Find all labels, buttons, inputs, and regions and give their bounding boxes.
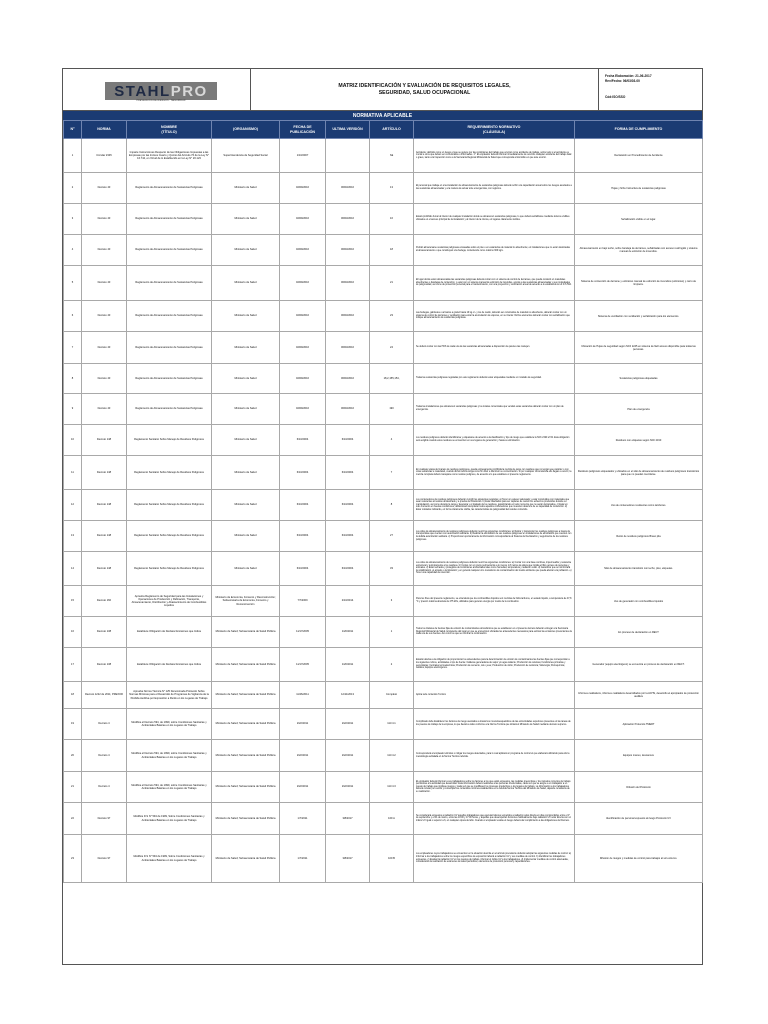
cell-n: 3 (64, 204, 82, 235)
cell-forma: Informes cualitativos, informes cualitativos desarrollados por la ACHS, desarrollo el apropiados de protección auditiva (575, 682, 703, 709)
cell-norma: Decreto 148 (82, 552, 127, 586)
cell-articulo: 113.4.1 (370, 709, 414, 740)
cell-n: 8 (64, 364, 82, 394)
logo-tagline: PREVENCIÓN DE RIESGOS · SEGURIDAD (136, 100, 186, 102)
col-header-norma: NORMA (82, 121, 127, 139)
cell-fecha: 11/26/2011 (280, 682, 326, 709)
cell-version: 06/03/2016 (326, 332, 370, 364)
cell-version: 06/03/2016 (326, 394, 370, 425)
cell-nombre: Reglamento Sanitario Sobre Manejo de Residuos Peligrosos (127, 490, 212, 521)
cell-norma: Decreto 148 (82, 490, 127, 521)
cell-organismo: Ministerio de Salud; Subsecretaría de Salud Pública (212, 709, 280, 740)
cell-nombre: Reglamento Sanitario Sobre Manejo de Residuos Peligrosos (127, 552, 212, 586)
cell-n: 15 (64, 586, 82, 617)
cell-version: 6/10/2004 (326, 490, 370, 521)
cell-requisito: Estarán afectas a la obligación de proporcionar los antecedentes para la determinación de emisión de contaminantes las fuentes fijas que correspondan a los siguientes rubros, actividades o tipo de fuente: Calderas generadoras de vapor y/o agua caliente; Producción de celulosa; Fundiciones primarias y secundarias; Centrales termoeléctricas; Producción de cemento, cal o yeso; Producción de vidrio; Producción de cerámica; Siderurgia; Petroquímica; Asfaltos; Equipos electrógenos. (414, 648, 575, 682)
cell-n: 1 (64, 139, 82, 173)
cell-version: 6/10/2004 (326, 521, 370, 552)
cell-organismo: Ministerio de Salud (212, 490, 280, 521)
cell-forma: Identificación de personal expuesto al riesgo Protocolo UV (575, 803, 703, 835)
cell-n: 19 (64, 709, 82, 740)
cell-version: 06/03/2016 (326, 301, 370, 332)
cell-organismo: Superintendencia de Seguridad Social (212, 139, 280, 173)
cell-version: 06/03/2016 (326, 235, 370, 266)
cell-forma: Uso de generador con combustibles líquidos (575, 586, 703, 617)
cell-norma: Decreto 43 (82, 301, 127, 332)
meta-cod: Cód:ISO/SSO (605, 95, 626, 99)
cell-forma: Retiro de residuos peligrosos Bravo pila (575, 521, 703, 552)
cell-fecha: 02/09/2016 (280, 173, 326, 204)
cell-nombre: Modifica D.S N° 594 de 1999, Sobre Condiciones Sanitarias y Ambientales Básicas en los Lugares de Trabajo (127, 803, 212, 835)
cell-requisito: Para los fines del presente reglamento, se entenderá que los combustibles líquidos son mezclas de hidrocarburos, en estado líquido, a temperatura de 37,8 °C y presión máxima absoluta de 275 kPa, utilizados para generar energía por medio de la combustión. (414, 586, 575, 617)
cell-n: 17 (64, 648, 82, 682)
cell-norma: Circular 2345 (82, 139, 127, 173)
cell-organismo: Ministerio de Salud (212, 235, 280, 266)
logo-box (63, 69, 251, 111)
col-header-organismo: (ORGANISMO) (212, 121, 280, 139)
cell-articulo: Nä (370, 139, 414, 173)
cell-fecha: 02/09/2016 (280, 364, 326, 394)
section-title: NORMATIVA APLICABLE (352, 112, 413, 119)
cell-forma: Sistema de contención de derrame y extintores manual de extinción de incendios (extintores) y carro de limpieza. (575, 266, 703, 301)
cell-fecha: 6/10/2004 (280, 425, 326, 456)
cell-norma: Decreto 97 (82, 835, 127, 883)
cell-forma: Residuos con etiquetas según NCh 2190 (575, 425, 703, 456)
cell-version: 2/10/2014 (326, 586, 370, 617)
cell-fecha: 1/7/2011 (280, 835, 326, 883)
table-body (64, 139, 703, 883)
cell-n: 6 (64, 301, 82, 332)
cell-nombre: Modifica el Decreto 594, de 1999, sobre Condiciones Sanitarias y Ambientales Básicas en los Lugares de Trabajo (127, 772, 212, 803)
logo-text: STAHLPRO (114, 82, 208, 100)
cell-articulo: 8 (370, 490, 414, 521)
cell-fecha: 02/09/2016 (280, 301, 326, 332)
cell-articulo: 16 (370, 204, 414, 235)
title-line-2: SEGURIDAD, SALUD OCUPACIONAL (378, 90, 471, 96)
cell-norma: Decreto 148 (82, 456, 127, 490)
cell-norma: Decreto 43 (82, 332, 127, 364)
cell-version: 3/8/2017 (326, 803, 370, 835)
cell-organismo: Ministerio de Salud (212, 521, 280, 552)
cell-articulo: 24 (370, 332, 414, 364)
cell-forma: Difusión del Protocolo (575, 772, 703, 803)
cell-norma: Decreto 43 (82, 204, 127, 235)
cell-nombre: Reglamento de Almacenamiento de Sustancias Peligrosas (127, 266, 212, 301)
table-row (64, 617, 703, 648)
cell-fecha: 02/09/2016 (280, 204, 326, 235)
table-row (64, 772, 703, 803)
cell-fecha: 1/10/2007 (280, 139, 326, 173)
cell-requisito: Complicado debe Establecer los factores de riesgo asociados a trastornos musculoesqueléticos de las extremidades superiores presentes en las tareas de los puestos de trabajo de la empresa, lo que llevará a cabo conforme a la Norma Técnica que dictará el Ministerio de Salud mediante decreto supremo. (414, 709, 575, 740)
table-row (64, 364, 703, 394)
cell-requisito: Los sitios de almacenamiento de residuos peligrosos deberán reunir las siguientes condiciones: a) Contar con una base continua, impermeable y resistente estructural y químicamente a los residuos. b) Contar con un cierre perimetral de a lo menos 1,8 metros de altura que impida el libre acceso de personas y animales. c) Estar techados y protegidos de condiciones ambientales tales como humedad, temperatura y radiación solar. d) Garantizar que se minimizará la volatilización, el arrastre o la lixiviación y en general cualquier otro mecanismo de contaminación del medio ambiente que pueda afectar a la población. e) Tener una capacidad de retención. (414, 552, 575, 586)
cell-organismo: Ministerio de Salud; Subsecretaría de Salud Pública (212, 835, 280, 883)
cell-articulo: 23 (370, 301, 414, 332)
cell-requisito: Se deberá contar con las HDS de cada una de las sustancias almacenadas a disposición de quienes las manejen. (414, 332, 575, 364)
cell-organismo: Ministerio de Salud (212, 204, 280, 235)
cell-organismo: Ministerio de Economía, Fomento y Reconstrucción; Subsecretaría de Economía, Fomento y Reconstrucción (212, 586, 280, 617)
table-row (64, 332, 703, 364)
col-header-nombre: NOMBRE (TÍTULO) (127, 121, 212, 139)
cell-norma: Decreto 138 (82, 648, 127, 682)
cell-version: 06/03/2016 (326, 266, 370, 301)
cell-requisito: Todas las sustancias peligrosas reguladas por este reglamento deberán estar etiquetadas mediante un rotulado de seguridad. (414, 364, 575, 394)
cell-nombre: Reglamento de Almacenamiento de Sustancias Peligrosas (127, 301, 212, 332)
cell-requisito: El personal que trabaje en una instalación de almacenamiento de sustancias peligrosas deberá recibir una capacitación anual sobre los riesgos asociados a las sustancias almacenadas y a la manera de actuar ante emergencias, con registros. (414, 173, 575, 204)
cell-fecha: 6/10/2004 (280, 490, 326, 521)
cell-forma: En proceso de declaración en RECT (575, 617, 703, 648)
document-header (63, 69, 702, 111)
table-row (64, 301, 703, 332)
cell-nombre: Reglamento de Almacenamiento de Sustancias Peligrosas (127, 332, 212, 364)
cell-nombre: Reglamento de Almacenamiento de Sustancias Peligrosas (127, 364, 212, 394)
cell-organismo: Ministerio de Salud; Subsecretaría de Salud Pública (212, 740, 280, 772)
cell-articulo: 13 (370, 173, 414, 204)
cell-forma: Uso de contenedores resistentes como tambores. (575, 490, 703, 521)
title-line-1: MATRIZ IDENTIFICACIÓN Y EVALUACIÓN DE REQUISITOS LEGALES, (338, 83, 511, 89)
cell-norma: Decreto 4 (82, 709, 127, 740)
table-row (64, 139, 703, 173)
cell-n: 21 (64, 772, 82, 803)
table-row (64, 586, 703, 617)
cell-n: 2 (64, 173, 82, 204)
cell-articulo: Completo (370, 682, 414, 709)
cell-nombre: Modifica D.S N° 594 de 1999, Sobre Condiciones Sanitarias y Ambientales Básicas en los Lugares de Trabajo (127, 835, 212, 883)
col-header-n: N° (64, 121, 82, 139)
cell-requisito: Las bodegas, gabinetes o armarios a granel hasta 10 kg o L y los de cuello, deberán ser construidos de material no absorbente, deberán contar con un sistema de control de derrames y ventilación para evitar la acumulación de vapores, en su interior. Dichos elementos deberán contar con señalización que indique almacenamiento de sustancias peligrosas. (414, 301, 575, 332)
cell-articulo: 4 (370, 425, 414, 456)
cell-nombre: Aprueba Reglamento de Seguridad para las Instalaciones y Operaciones de Producción y Refinación, Transporte, Almacenamiento, Distribución y Abastecimiento de Combustibles Líquidos (127, 586, 212, 617)
cell-nombre: Reglamento de Almacenamiento de Sustancias Peligrosas (127, 394, 212, 425)
cell-articulo: 33 (370, 552, 414, 586)
cell-requisito: Todos los titulares de fuentes fijas de emisión de contaminantes atmosféricos que se establecen en el presente decreto deberán entregar a la Secretaría Regional Ministerial de Salud competente del lugar en que se encuentren ubicadas los antecedentes necesarios para estimar las emisiones provenientes de cada una de sus fuentes. Así como los que se nombran a continuación. (414, 617, 575, 648)
cell-requisito: Los empleadores cuyos trabajadores se encuentren en la situación descrita en el artículo precedente deberán adoptar las siguientes medidas de control: a) Informar a los trabajadores sobre los riesgos específicos de exposición laboral a radiación UV y sus medidas de control. b) Identificar los trabajadores expuestos. c) Evaluar la radiación UV en los puestos de trabajo, informar el índice UV a los trabajadores. d) Implementar medidas de control adecuadas, considerando la realización de exámenes de salud periódicos, elementos de protección personal y capacitaciones. (414, 835, 575, 883)
cell-version: 6/10/2004 (326, 425, 370, 456)
cell-fecha: 7/7/2009 (280, 586, 326, 617)
cell-fecha: 02/09/2016 (280, 235, 326, 266)
cell-articulo: 7 (370, 456, 414, 490)
cell-n: 13 (64, 521, 82, 552)
cell-requisito: Aplica todo contenido Técnico (414, 682, 575, 709)
meta-rev: Rev/Fecha: 06/03/03-00 (605, 79, 640, 83)
cell-organismo: Ministerio de Salud (212, 552, 280, 586)
cell-fecha: 2/22/2011 (280, 740, 326, 772)
table-row (64, 173, 703, 204)
cell-forma: Residuos peligrosos etiquetados y ubicados en el sitio de almacenamiento de residuos peligrosos transitorios para que no puedan mezclarse. (575, 456, 703, 490)
cell-fecha: 1/7/2011 (280, 803, 326, 835)
cell-forma: Sustancias peligrosas etiquetadas (575, 364, 703, 394)
col-header-articulo: ARTÍCULO (370, 121, 414, 139)
cell-norma: Decreto 160 (82, 586, 127, 617)
matrix-sheet (62, 68, 703, 965)
cell-organismo: Ministerio de Salud; Subsecretaría de Salud Pública (212, 682, 280, 709)
cell-articulo: 18 (370, 235, 414, 266)
cell-norma: Decreto 97 (82, 803, 127, 835)
meta-fecha: Fecha Elaboración: 21-06-2017 (605, 74, 652, 78)
cell-n: 14 (64, 552, 82, 586)
cell-fecha: 11/17/2005 (280, 648, 326, 682)
cell-fecha: 02/09/2016 (280, 394, 326, 425)
table-row (64, 835, 703, 883)
table-row (64, 740, 703, 772)
cell-nombre: Aprueba Norma Técnica N° 125 Denominada Protocolo Sobre Normas Mínimas para el Desarrollo de Programas de Vigilancia de la Pérdida Auditiva por Exposición a Ruido en los Lugares de Trabajo (127, 682, 212, 709)
cell-version (326, 139, 370, 173)
cell-norma: Decreto 43 (82, 235, 127, 266)
cell-nombre: Reglamento de Almacenamiento de Sustancias Peligrosas (127, 204, 212, 235)
cell-fecha: 2/22/2011 (280, 709, 326, 740)
cell-version: 06/03/2016 (326, 364, 370, 394)
cell-nombre: Reglamento Sanitario Sobre Manejo de Residuos Peligrosos (127, 456, 212, 490)
cell-nombre: Imparte Instrucciones Respecto de las Obligaciones Impuestas a las Empresas por las Incisos Cuarto y Quinto del Artículo 76 de la Ley N° 16.744, en Virtud de lo Establecido en la Ley N° 20.123 (127, 139, 212, 173)
cell-fecha: 02/09/2016 (280, 266, 326, 301)
cell-organismo: Ministerio de Salud (212, 425, 280, 456)
cell-organismo: Ministerio de Salud; Subsecretaría de Salud Pública (212, 617, 280, 648)
cell-articulo: 21 (370, 266, 414, 301)
cell-requisito: Corresponderá al empleador eliminar o mitigar los riesgos detectados, para lo cual aplicará un programa de control el que elaborará utilizando para ello la metodología señalada en la Norma Técnica referida. (414, 740, 575, 772)
cell-n: 7 (64, 332, 82, 364)
cell-articulo: 109 A (370, 803, 414, 835)
cell-nombre: Modifica el Decreto 594, de 1999, sobre Condiciones Sanitarias y Ambientales Básicas en los Lugares de Trabajo (127, 709, 212, 740)
cell-n: 23 (64, 835, 82, 883)
cell-organismo: Ministerio de Salud (212, 456, 280, 490)
cell-version: 1/20/2011 (326, 648, 370, 682)
cell-organismo: Ministerio de Salud; Subsecretaría de Salud Pública (212, 803, 280, 835)
cell-forma: Almacenamiento en bajo techo, sobre bandeja de derrames, señalizadas con acceso restringido y sistema manual de extinción de incendios. (575, 235, 703, 266)
cell-version: 2/22/2011 (326, 709, 370, 740)
table-row (64, 266, 703, 301)
company-logo (105, 82, 217, 100)
cell-organismo: Ministerio de Salud; Subsecretaría de Salud Pública (212, 648, 280, 682)
cell-forma: Declaración en Procedimiento de Accidente (575, 139, 703, 173)
cell-norma: Decreto 43 (82, 364, 127, 394)
table-row (64, 521, 703, 552)
cell-fecha: 6/10/2004 (280, 552, 326, 586)
cell-version: 12/11/2013 (326, 682, 370, 709)
cell-n: 12 (64, 490, 82, 521)
cell-nombre: Establece Obligación de Declarar Emisiones que Indica (127, 648, 212, 682)
cell-nombre: Establece Obligación de Declarar Emisiones que Indica (127, 617, 212, 648)
table-row (64, 490, 703, 521)
cell-n: 20 (64, 740, 82, 772)
cell-articulo: 27 (370, 521, 414, 552)
cell-forma: Sitio de almacenamiento transitorio con techo, piso, etiquetas. (575, 552, 703, 586)
cell-organismo: Ministerio de Salud (212, 364, 280, 394)
cell-version: 1/20/2011 (326, 617, 370, 648)
document-meta (599, 69, 702, 111)
cell-requisito: El lugar donde estén almacenadas las sustancias peligrosas deberá contar con un sistema de control de derrames, que pueda consistir en materiales absorbentes o bandejas de contención, y estar con un sistema manual de extinción de incendios, acorde a las sustancias almacenadas y sus propiedades de peligrosidad, así como de protección personal para el mantenimiento, con una proyección y verificación anual de acuerdo a lo establecido en el D.S 594. (414, 266, 575, 301)
cell-forma: Difusión de riesgos y medidas de control para trabajos al sol extremo. (575, 835, 703, 883)
cell-n: 4 (64, 235, 82, 266)
cell-articulo: 113.4.2 (370, 740, 414, 772)
table-row (64, 235, 703, 266)
col-header-version: ULTIMA VERSIÓN (326, 121, 370, 139)
cell-n: 16 (64, 617, 82, 648)
cell-norma: Decreto 43 (82, 266, 127, 301)
cell-forma: Sistema de ventilación con ventilación y señalización para los elementos. (575, 301, 703, 332)
cell-nombre: Reglamento de Almacenamiento de Sustancias Peligrosas (127, 235, 212, 266)
cell-nombre: Reglamento Sanitario Sobre Manejo de Residuos Peligrosos (127, 425, 212, 456)
cell-version: 2/22/2011 (326, 772, 370, 803)
cell-norma: Decreto 138 (82, 617, 127, 648)
table-row (64, 456, 703, 490)
cell-forma: Generador (equipo electrógeno) se encuentra en proceso de declaración en RECT. (575, 648, 703, 682)
cell-n: 9 (64, 394, 82, 425)
cell-organismo: Ministerio de Salud; Subsecretaría de Salud Pública (212, 772, 280, 803)
cell-articulo: 3 (370, 586, 414, 617)
cell-version: 06/03/2016 (326, 173, 370, 204)
cell-articulo: 18,2,155,154, (370, 364, 414, 394)
cell-norma: Decreto 43 (82, 173, 127, 204)
cell-requisito: Todas las instalaciones que almacenen sustancias peligrosas y los locales comerciales que vendan estas sustancias deberán contar con un plan de emergencia. (414, 394, 575, 425)
cell-fecha: 6/10/2004 (280, 456, 326, 490)
cell-nombre: Reglamento de Almacenamiento de Sustancias Peligrosas (127, 173, 212, 204)
cell-n: 18 (64, 682, 82, 709)
cell-nombre: Modifica el Decreto 594, de 1999, sobre Condiciones Sanitarias y Ambientales Básicas en los Lugares de Trabajo (127, 740, 212, 772)
cell-requisito: Los residuos peligrosos deberán identificarse y etiquetarse de acuerdo a la clasificación y tipo de riesgo que establece la NCh 2190 of 93. Esta obligación será exigible cuando estos residuos se encuentren en sus lugares de generación y hasta su eliminación. (414, 425, 575, 456)
cell-articulo: 2 (370, 648, 414, 682)
cell-fecha: 11/17/2005 (280, 617, 326, 648)
cell-forma: Aplicación Protocolo TMERT (575, 709, 703, 740)
table-row (64, 204, 703, 235)
cell-version: 2/22/2011 (326, 740, 370, 772)
cell-requisito: Los sitios de almacenamiento de residuos peligrosos deberán reunir las siguientes condiciones: a) Retirar y transportar los residuos peligrosos a través de transportistas que cuenten con autorización sanitaria. b) Realizar la eliminación de sus residuos peligrosos en instalaciones de eliminación que cuenten con la debida autorización sanitaria. c) Proporcionar oportunamente la información correspondiente al Sistema de Declaración y seguimiento de los residuos peligrosos. (414, 521, 575, 552)
requirements-table (63, 120, 703, 883)
col-header-requisito: REQUERIMIENTO NORMATIVO (CLÁUSULA) (414, 121, 575, 139)
col-header-forma: FORMA DE CUMPLIMIENTO (575, 121, 703, 139)
cell-norma: Decreto 1222 de 2011; PREXOR (82, 682, 127, 709)
cell-norma: Decreto 148 (82, 521, 127, 552)
cell-requisito: Se considerará expuestos a radiación UV aquellos trabajadores que ejecutan labores sometidos a radiación solar directa en días comprendidos entre el 1° de septiembre y el 31 de marzo, entre las 10:00 y 17:00 horas, y aquellos que desempeñan funciones habitualmente bajo radiación UV solar directa con un índice UV igual o superior a 6, en cualquier época del año. Cuando el empleador evalúe el riesgo deberá dar cumplimiento a las obligaciones del Decreto. (414, 803, 575, 835)
document-title (251, 69, 599, 111)
cell-norma: Decreto 43 (82, 394, 127, 425)
cell-forma: Ubicación de Hojas de seguridad según NCh 2245 en sistema de fácil acceso disponible para todas las personas. (575, 332, 703, 364)
cell-version: 6/10/2004 (326, 456, 370, 490)
cell-articulo: 109 B (370, 835, 414, 883)
table-row (64, 803, 703, 835)
cell-fecha: 2/22/2011 (280, 772, 326, 803)
cell-version: 6/10/2004 (326, 552, 370, 586)
table-row (64, 394, 703, 425)
table-row (64, 682, 703, 709)
cell-requisito: En cualquier etapa del manejo de residuos peligrosos, queda expresamente prohibida la mezcla de éstos con residuos que no tengan ese carácter o con otras sustancias o materiales, cuando dicha mezcla tenga como fin diluir o disminuir su concentración. Si por cualquier circunstancia ello llegare a ocurrir, la mezcla completa deberá manejarse como residuo peligroso, de acuerdo a lo que establece el presente reglamento. (414, 456, 575, 490)
cell-forma: Equipos manuo, descansos (575, 740, 703, 772)
cell-norma: Decreto 148 (82, 425, 127, 456)
cell-organismo: Ministerio de Salud (212, 266, 280, 301)
cell-requisito: El empleador deberá informar a sus trabajadores sobre los factores a los que están expuestos, las medidas preventivas y los métodos correctos de trabajo pertinentes a la actividad que desarrollan. Esta información deberá realizarse a las personas involucradas, cada vez que se asigne a un trabajador a un puesto de trabajo que implique riesgos y cada vez que se modifiquen los procesos productivos o los lugares de trabajo. La información a los trabajadores deberá constar por escrito y contemplar los contenidos mínimos establecidos en la referida Norma Técnica del Ministerio de Salud, dejando constancia de su realización. (414, 772, 575, 803)
cell-norma: Decreto 4 (82, 772, 127, 803)
cell-requisito: Podrán almacenarse sustancias peligrosas envasadas sobre el piso o en estanterías de material no absorbente; en instalaciones que no estén destinadas al almacenamiento o que constituyan una bodega, conteniendo como máximo 600 kg/L. (414, 235, 575, 266)
cell-n: 10 (64, 425, 82, 456)
cell-requisito: Estará prohibido fumar al interior de cualquier instalación donde se almacenen sustancias peligrosas, lo que deberá señalizarse mediante letreros visibles ubicados en el acceso principal de la instalación y al interior de la misma, en lugares claramente visibles. (414, 204, 575, 235)
cell-nombre: Reglamento Sanitario Sobre Manejo de Residuos Peligrosos (127, 521, 212, 552)
cell-forma: Señalización visible en el lugar. (575, 204, 703, 235)
table-row (64, 552, 703, 586)
cell-fecha: 6/10/2004 (280, 521, 326, 552)
table-header-row (64, 121, 703, 139)
cell-n: 5 (64, 266, 82, 301)
cell-version: 3/8/2017 (326, 835, 370, 883)
cell-organismo: Ministerio de Salud (212, 301, 280, 332)
cell-articulo: 1 (370, 617, 414, 648)
section-title-bar (63, 111, 702, 120)
cell-forma: Plan de emergencia (575, 394, 703, 425)
table-row (64, 425, 703, 456)
cell-requisito: Accidente: definido como un riesgo el que se genere por las condiciones del trabajo que ocurran como accidente de trabajo, sobre todo si el accidente es mortal u otros que deban ser comunicados o informados. 1°: El empleador deberá informar inmediatamente de ocurrido cualquier accidente del trabajo fatal o grave, tanto a la Inspección como a la Secretaría Regional Ministerial de Salud que corresponda al domicilio en que éste ocurrió. (414, 139, 575, 173)
cell-articulo: 113.4.3 (370, 772, 414, 803)
cell-norma: Decreto 4 (82, 740, 127, 772)
cell-organismo: Ministerio de Salud (212, 332, 280, 364)
cell-articulo: 190 (370, 394, 414, 425)
cell-n: 11 (64, 456, 82, 490)
cell-fecha: 02/09/2016 (280, 332, 326, 364)
cell-organismo: Ministerio de Salud (212, 173, 280, 204)
col-header-fecha: FECHA DE PUBLICACIÓN (280, 121, 326, 139)
cell-requisito: Los contenedores de residuos peligrosos deberán cumplir los siguientes requisitos: a) Tener un espesor adecuado y estar construidos con materiales que sean resistentes al residuo almacenado y a prueba de filtraciones. b) Estar diseñados para ser capaces de resistir los esfuerzos producidos durante su manipulación, así como durante la carga y descarga y el traslado de los residuos, garantizando en todo momento que no serán derramados. c) Estar en todo momento en buenas condiciones, debiéndose reemplazar todos aquellos contenedores que muestren deterioro de su capacidad de contención. d) Estar rotulados indicando, en forma claramente visible, las características de peligrosidad del residuo contenido. (414, 490, 575, 521)
cell-version: 06/03/2016 (326, 204, 370, 235)
cell-n: 22 (64, 803, 82, 835)
cell-organismo: Ministerio de Salud (212, 394, 280, 425)
table-row (64, 648, 703, 682)
cell-forma: Hojas y ficha Instructiva de sustancias peligrosas (575, 173, 703, 204)
table-row (64, 709, 703, 740)
